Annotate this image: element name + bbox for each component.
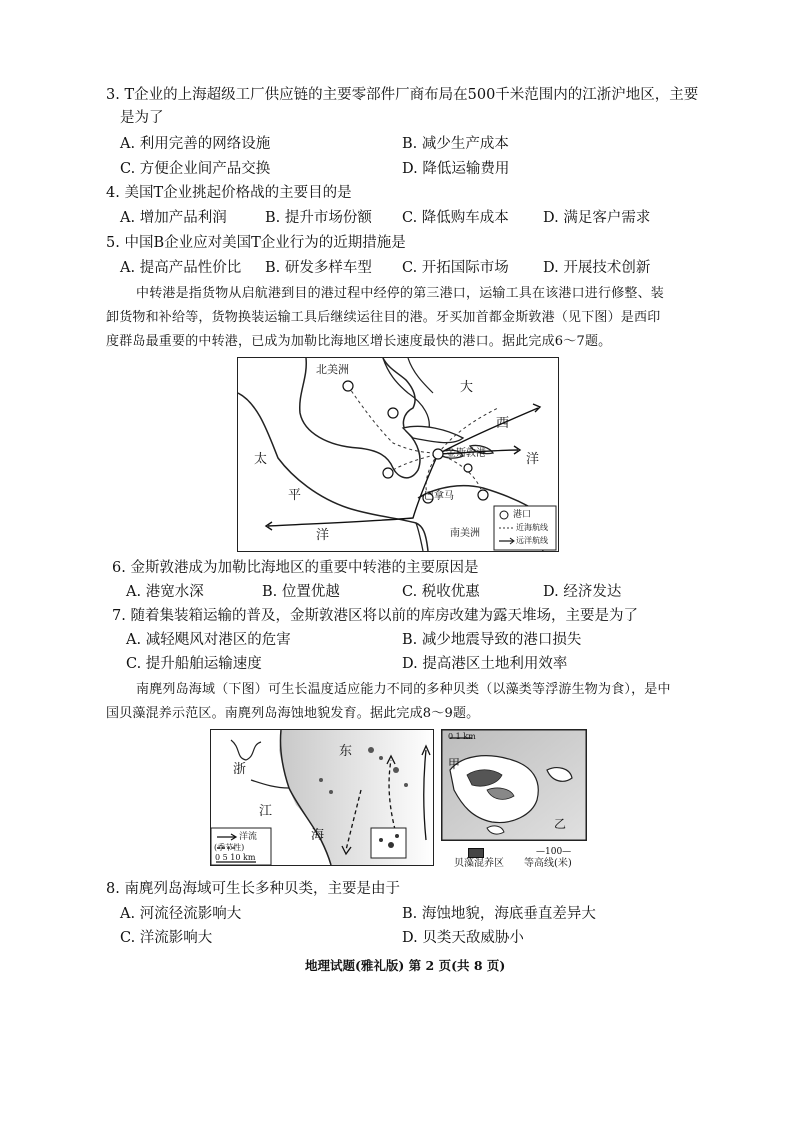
legend-port: 港口 xyxy=(513,510,532,520)
page-footer: 地理试题(雅礼版) 第 2 页(共 8 页) xyxy=(305,958,506,973)
label-south-america: 南美洲 xyxy=(450,528,480,539)
nanji-island-map xyxy=(441,729,587,841)
label-yi: 乙 xyxy=(554,817,567,831)
q8-option-d: D. 贝类天敌威胁小 xyxy=(402,930,524,946)
intro2-line1: 南麂列岛海域（下图）可生长温度适应能力不同的多种贝类（以藻类等浮游生物为食），是中 xyxy=(136,682,671,697)
caribbean-map xyxy=(237,357,559,552)
legend-ocean-current: 洋流 xyxy=(239,832,258,842)
label-pacific-1: 太 xyxy=(254,452,268,467)
q6-option-d: D. 经济发达 xyxy=(543,584,622,600)
scale-bar-left: 0 5 10 km xyxy=(215,853,256,862)
nanji-coast-map xyxy=(210,729,434,866)
q7-stem: 7. 随着集装箱运输的普及，金斯敦港区将以前的库房改建为露天堆场，主要是为了 xyxy=(112,608,638,624)
intro1-line1: 中转港是指货物从启航港到目的港过程中经停的第三港口，运输工具在该港口进行修整、装 xyxy=(136,286,665,301)
legend-ocean-route: 远洋航线 xyxy=(516,536,548,545)
q5-option-b: B. 研发多样车型 xyxy=(265,260,372,276)
label-atlantic-1: 大 xyxy=(460,380,474,395)
q7-option-c: C. 提升船舶运输速度 xyxy=(126,656,262,672)
q5-stem: 5. 中国B企业应对美国T企业行为的近期措施是 xyxy=(106,235,406,251)
label-pacific-3: 洋 xyxy=(316,528,330,543)
q6-option-a: A. 港宽水深 xyxy=(126,584,204,600)
q4-option-c: C. 降低购车成本 xyxy=(402,210,509,226)
q7-option-d: D. 提高港区土地利用效率 xyxy=(402,656,568,672)
q3-option-a: A. 利用完善的网络设施 xyxy=(120,136,271,152)
q4-stem: 4. 美国T企业挑起价格战的主要目的是 xyxy=(106,185,352,201)
q8-option-c: C. 洋流影响大 xyxy=(120,930,213,946)
label-pacific-2: 平 xyxy=(288,488,302,503)
label-panama: 巴拿马 xyxy=(424,491,454,502)
legend-seasonal: (季节性) xyxy=(214,843,245,852)
intro1-line3: 度群岛最重要的中转港，已成为加勒比海地区增长速度最快的港口。据此完成6～7题。 xyxy=(106,334,612,349)
q6-option-c: C. 税收优惠 xyxy=(402,584,480,600)
q3-option-d: D. 降低运输费用 xyxy=(402,161,510,177)
label-kingston: 金斯敦港 xyxy=(446,448,486,459)
label-jia: 甲 xyxy=(448,757,461,771)
legend-contour-sample: —100— xyxy=(536,847,572,857)
q7-option-a: A. 减轻飓风对港区的危害 xyxy=(126,632,291,648)
q6-stem: 6. 金斯敦港成为加勒比海地区的重要中转港的主要原因是 xyxy=(112,560,479,576)
intro1-line2: 卸货物和补给等，货物换装运输工具后继续运往目的港。牙买加首都金斯敦港（见下图）是西印 xyxy=(106,310,661,325)
legend-mix-swatch xyxy=(468,848,484,858)
label-hai: 海 xyxy=(311,828,325,843)
q3-stem-line1: 3. T企业的上海超级工厂供应链的主要零部件厂商布局在500千米范围内的江浙沪地区，主要 xyxy=(106,87,699,103)
label-jiang: 江 xyxy=(259,804,273,819)
caribbean-map-graphic xyxy=(238,358,558,551)
q5-option-c: C. 开拓国际市场 xyxy=(402,260,509,276)
q4-option-a: A. 增加产品利润 xyxy=(120,210,227,226)
q3-option-b: B. 减少生产成本 xyxy=(402,136,509,152)
q8-option-a: A. 河流径流影响大 xyxy=(120,906,242,922)
legend-mix-area: 贝藻混养区 xyxy=(454,858,504,869)
legend-contour: 等高线(米) xyxy=(524,858,572,869)
label-atlantic-3: 洋 xyxy=(526,452,540,467)
label-dong: 东 xyxy=(339,744,353,759)
q5-option-d: D. 开展技术创新 xyxy=(543,260,651,276)
q5-option-a: A. 提高产品性价比 xyxy=(120,260,242,276)
q4-option-b: B. 提升市场份额 xyxy=(265,210,372,226)
scale-bar-right: 0 1 km xyxy=(448,732,476,741)
q3-stem-line2: 是为了 xyxy=(120,110,164,126)
legend-coastal-route: 近海航线 xyxy=(516,523,548,532)
intro2-line2: 国贝藻混养示范区。南麂列岛海蚀地貌发育。据此完成8～9题。 xyxy=(106,706,480,721)
q4-option-d: D. 满足客户需求 xyxy=(543,210,651,226)
q7-option-b: B. 减少地震导致的港口损失 xyxy=(402,632,582,648)
q8-option-b: B. 海蚀地貌，海底垂直差异大 xyxy=(402,906,596,922)
nanji-coast-graphic xyxy=(211,730,433,865)
q6-option-b: B. 位置优越 xyxy=(262,584,340,600)
q8-stem: 8. 南麂列岛海域可生长多种贝类，主要是由于 xyxy=(106,881,400,897)
label-north-america: 北美洲 xyxy=(316,363,349,376)
label-zhe: 浙 xyxy=(233,762,247,777)
q3-option-c: C. 方便企业间产品交换 xyxy=(120,161,271,177)
label-atlantic-2: 西 xyxy=(496,416,510,431)
